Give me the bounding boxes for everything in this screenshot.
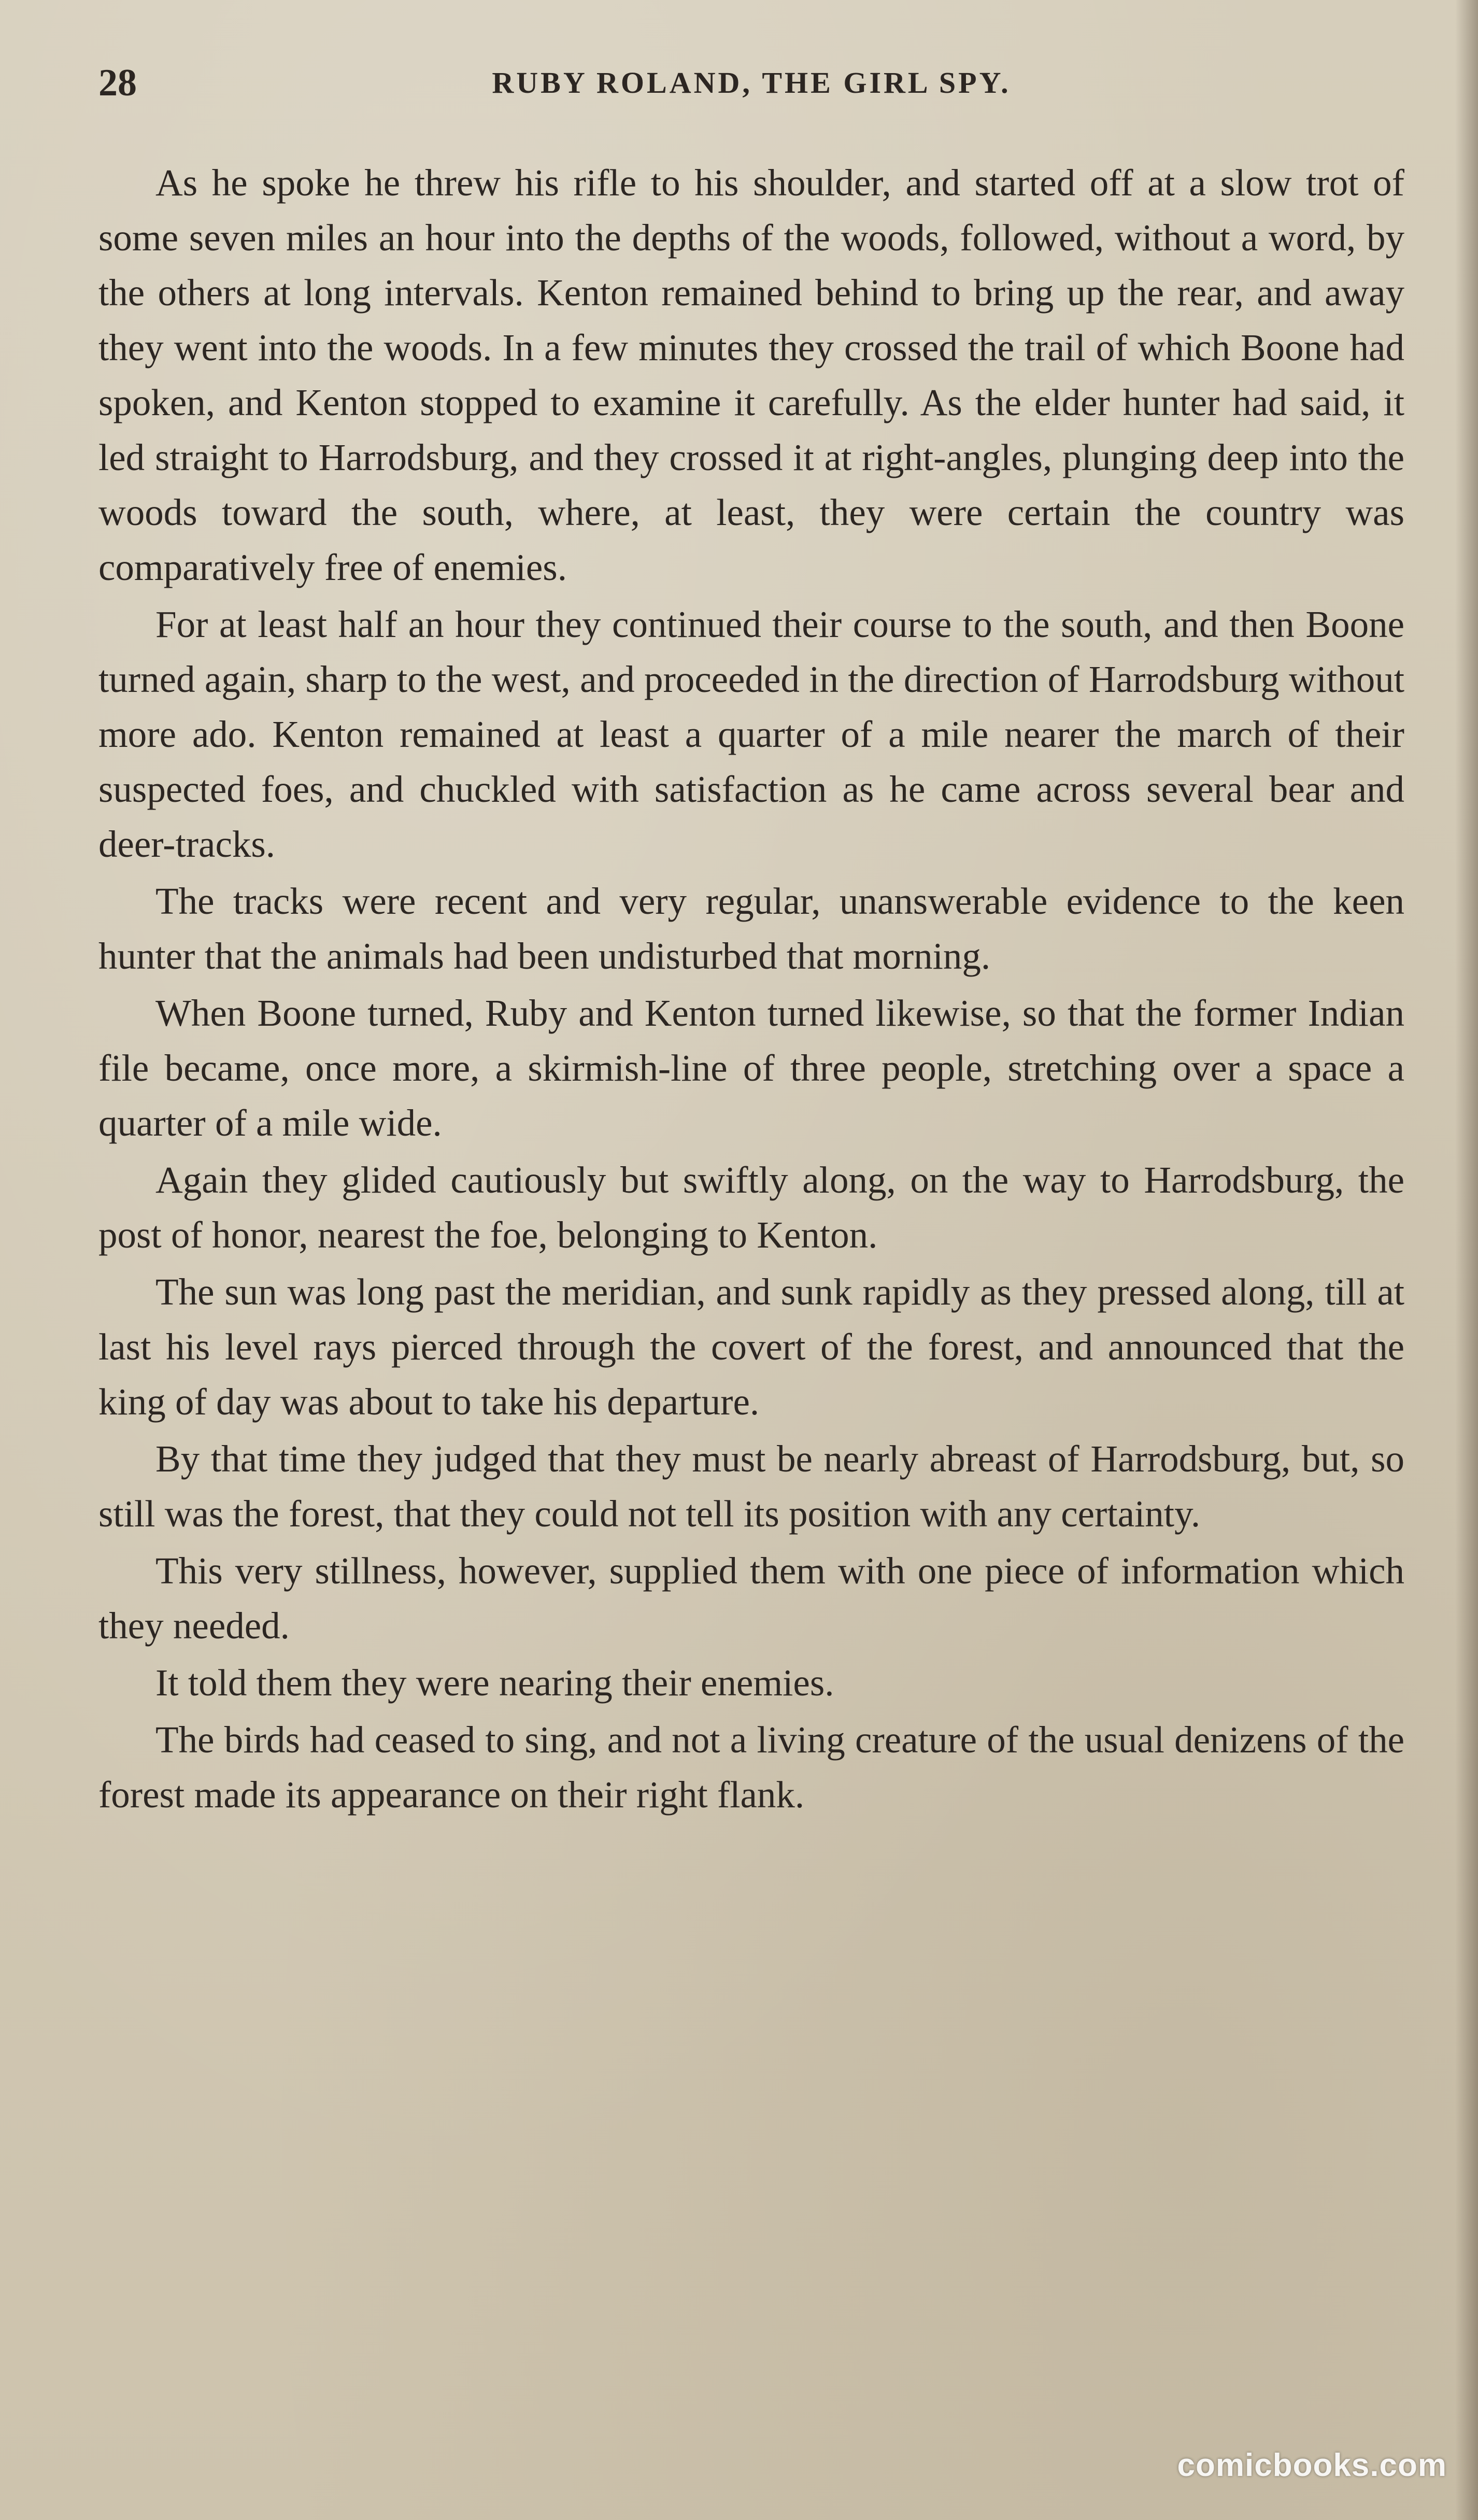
paragraph-4: When Boone turned, Ruby and Kenton turned likewise, so that the former Indian file became, once more, a skirmish-line of three people, stretching over a space a quarter of a mile wide.	[98, 992, 1404, 1144]
paragraph-5: Again they glided cautiously but swiftly along, on the way to Harrodsburg, the post of honor, nearest the foe, belonging to Kenton.	[98, 1159, 1404, 1256]
body-text	[98, 155, 1404, 1824]
paragraph-8: This very stillness, however, supplied them with one piece of information which they needed.	[98, 1550, 1404, 1647]
running-title: RUBY ROLAND, THE GIRL SPY.	[492, 66, 1011, 100]
paragraph-3: The tracks were recent and very regular, unanswerable evidence to the keen hunter that the animals had been undisturbed that morning.	[98, 880, 1404, 977]
page-header	[98, 57, 1404, 109]
paragraph-10: The birds had ceased to sing, and not a living creature of the usual denizens of the forest made its appearance on their right flank.	[98, 1719, 1404, 1816]
watermark: comicbooks.com	[1177, 2447, 1447, 2483]
page-number: 28	[98, 62, 137, 104]
paragraph-2: For at least half an hour they continued their course to the south, and then Boone turned again, sharp to the west, and proceeded in the direction of Harrodsburg without more ado. Kenton remained at least a quarter of a mile nearer the march of their suspected foes, and chuckled with satisfaction as he came across several bear and deer-tracks.	[98, 603, 1404, 865]
paragraph-7: By that time they judged that they must be nearly abreast of Harrodsburg, but, so still was the forest, that they could not tell its position with any certainty.	[98, 1438, 1404, 1535]
paragraph-9: It told them they were nearing their enemies.	[155, 1662, 834, 1704]
page-edge-shadow	[1455, 0, 1478, 2520]
paragraph-6: The sun was long past the meridian, and sunk rapidly as they pressed along, till at last his level rays pierced through the covert of the forest, and announced that the king of day was about to take his departure.	[98, 1271, 1404, 1423]
paragraph-1: As he spoke he threw his rifle to his shoulder, and started off at a slow trot of some seven miles an hour into the depths of the woods, followed, without a word, by the others at long intervals. Kenton remained behind to bring up the rear, and away they went into the woods. In a few minutes they crossed the trail of which Boone had spoken, and Kenton stopped to examine it carefully. As the elder hunter had said, it led straight to Harrodsburg, and they crossed it at right-angles, plunging deep into the woods toward the south, where, at least, they were certain the country was comparatively free of enemies.	[98, 162, 1404, 588]
